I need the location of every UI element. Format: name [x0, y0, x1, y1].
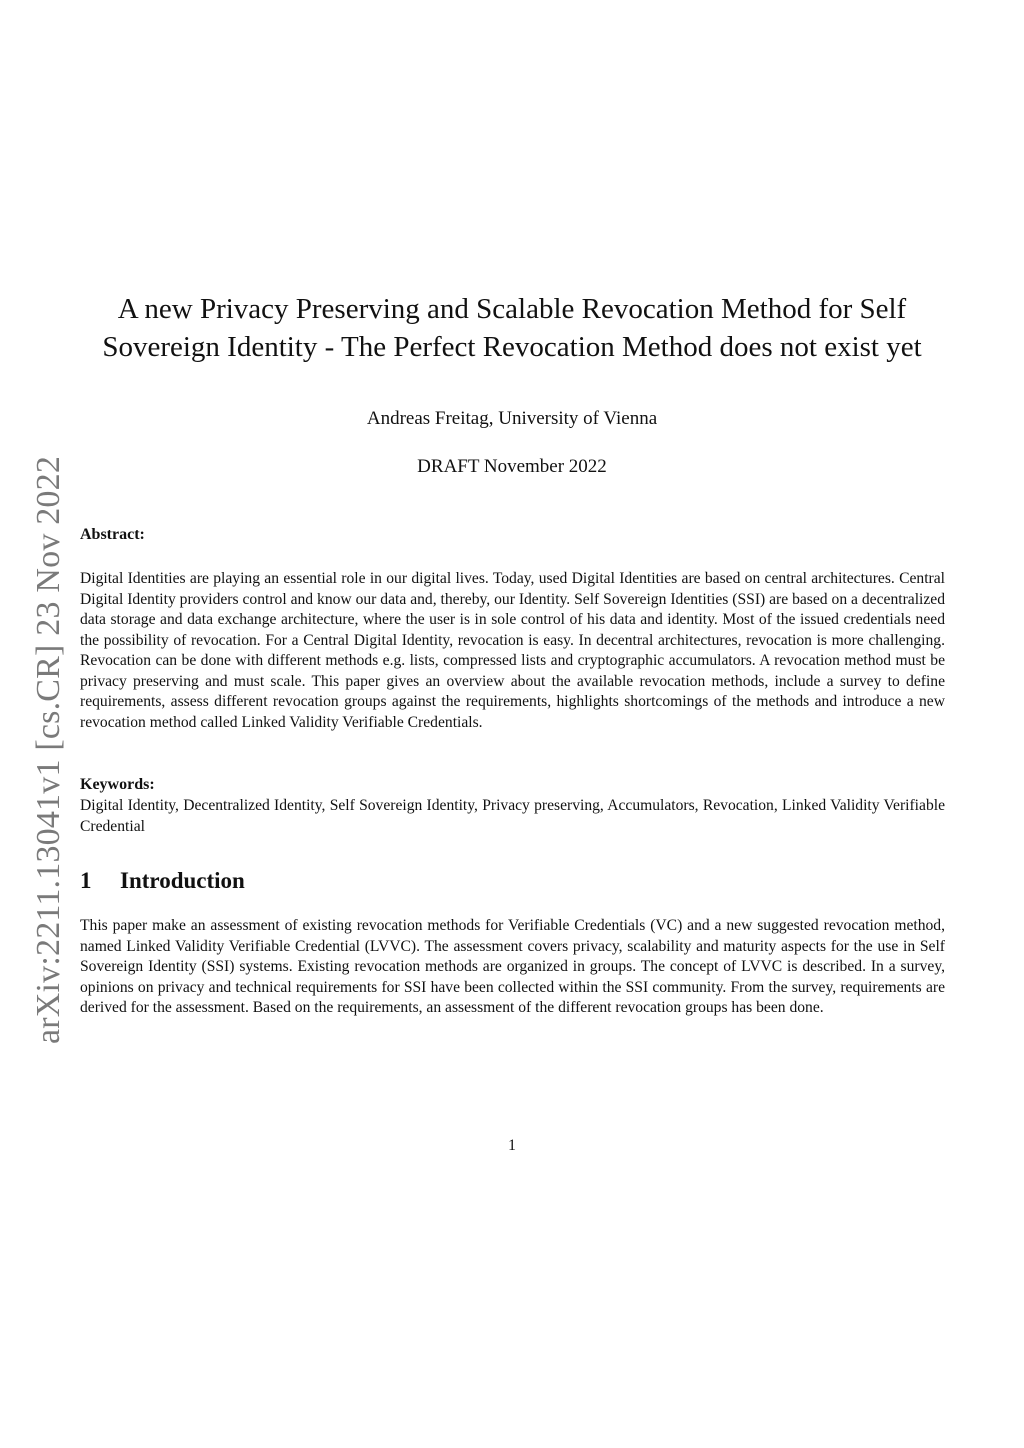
- introduction-text: This paper make an assessment of existing revocation methods for Verifiable Credentials (VC) and a new suggested revocation method, named Linked Validity Verifiable Credential (LVVC). The assessment covers privacy, scalability and maturity aspects for the use in Self Sovereign Identity (SSI) systems. Existing revocation methods are organized in groups. The concept of LVVC is described. In a survey, opinions on privacy and technical requirements for SSI have been collected within the SSI community. From the survey, requirements are derived for the assessment. Based on the requirements, an assessment of the different revocation groups has been done.: [80, 917, 945, 1016]
- section-number: 1: [80, 868, 92, 893]
- paper-title: [80, 290, 944, 366]
- author-affiliation: Andreas Freitag, University of Vienna: [366, 408, 658, 429]
- keywords-text: Digital Identity, Decentralized Identity, Self Sovereign Identity, Privacy preserving, Accumulators, Revocation, Linked Validity Verifiable Credential: [80, 797, 945, 835]
- page-number: 1: [508, 1137, 516, 1154]
- abstract-text: Digital Identities are playing an essential role in our digital lives. Today, used Digital Identities are based on central architectures. Central Digital Identity providers control and know our data and, thereby, our Identity. Self Sovereign Identities (SSI) are based on a decentralized data storage and data exchange architecture, where the user is in sole control of his data and identity. Most of the issued credentials need the possibility of revocation. For a Central Digital Identity, revocation is easy. In decentral architectures, revocation is more challenging. Revocation can be done with different methods e.g. lists, compressed lists and cryptographic accumulators. A revocation method must be privacy preserving and must scale. This paper gives an overview about the available revocation methods, include a survey to define requirements, assess different revocation groups against the requirements, highlights shortcomings of the methods and introduce a new revocation method called Linked Validity Verifiable Credentials.: [80, 570, 945, 731]
- arxiv-identifier: arXiv:2211.13041v1 [cs.CR] 23 Nov 2022: [30, 455, 67, 1045]
- abstract-heading: Abstract:: [80, 526, 145, 543]
- draft-date: DRAFT November 2022: [417, 456, 607, 477]
- keywords-heading: Keywords:: [80, 776, 155, 793]
- section-heading-introduction: [80, 868, 245, 894]
- section-title: Introduction: [120, 868, 245, 893]
- paper-title-line-2: Sovereign Identity - The Perfect Revocation Method does not exist yet: [102, 331, 922, 363]
- paper-title-line-1: A new Privacy Preserving and Scalable Revocation Method for Self: [117, 293, 907, 325]
